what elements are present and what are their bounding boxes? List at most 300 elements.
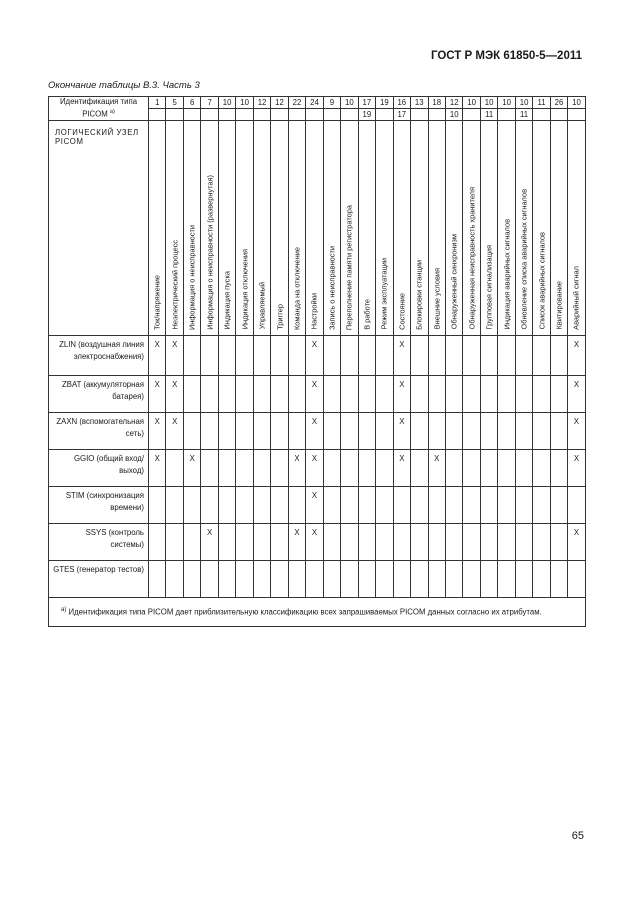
mark-cell [376, 412, 393, 449]
mark-cell [463, 412, 480, 449]
column-name-cell [149, 120, 166, 335]
picom-type-number: 10 [568, 97, 585, 109]
logical-node-name: STIM (синхронизация времени) [49, 486, 149, 523]
mark-cell [236, 486, 253, 523]
column-name: Информация о неисправности (развернутая) [205, 174, 215, 330]
picom-type-number: 10 [236, 97, 253, 109]
column-name: Триггер [275, 303, 285, 330]
picom-type-number: 12 [253, 97, 270, 109]
column-name-cell [218, 120, 235, 335]
mark-cell: X [568, 523, 585, 560]
mark-cell [358, 449, 375, 486]
mark-cell [323, 375, 340, 412]
mark-cell [550, 449, 567, 486]
mark-cell [393, 523, 410, 560]
picom-type-number-secondary [201, 108, 218, 120]
mark-cell [183, 486, 200, 523]
column-name-cell [288, 120, 305, 335]
column-name-cell [568, 120, 585, 335]
picom-type-number: 11 [533, 97, 550, 109]
picom-type-number-secondary: 11 [480, 108, 497, 120]
column-name: Квитирование [554, 281, 564, 330]
column-name: Внешние условия [432, 268, 442, 330]
mark-cell [271, 335, 288, 375]
mark-cell [533, 335, 550, 375]
mark-cell [183, 523, 200, 560]
mark-cell [498, 412, 515, 449]
picom-type-number-secondary [411, 108, 428, 120]
column-name: Аварийный сигнал [571, 265, 581, 330]
picom-type-number: 1 [149, 97, 166, 109]
mark-cell [183, 375, 200, 412]
table-row [49, 412, 586, 449]
picom-type-number: 9 [323, 97, 340, 109]
mark-cell [149, 486, 166, 523]
column-name: Режим эксплуатации [379, 258, 389, 330]
mark-cell [341, 335, 358, 375]
picom-type-number-secondary [288, 108, 305, 120]
ident-label: Идентификация типа PICOM [59, 97, 138, 119]
mark-cell: X [306, 523, 323, 560]
picom-type-number: 6 [183, 97, 200, 109]
picom-type-number-secondary: 11 [515, 108, 532, 120]
picom-type-number: 7 [201, 97, 218, 109]
picom-type-number-secondary [183, 108, 200, 120]
ident-cell [49, 97, 149, 121]
mark-cell [201, 560, 218, 597]
column-name: Список аварийных сигналов [537, 232, 547, 330]
mark-cell [411, 486, 428, 523]
column-name-cell [515, 120, 532, 335]
mark-cell [271, 449, 288, 486]
mark-cell [166, 523, 183, 560]
mark-cell [533, 523, 550, 560]
mark-cell [498, 523, 515, 560]
picom-type-number: 22 [288, 97, 305, 109]
mark-cell [253, 560, 270, 597]
picom-type-number-secondary [306, 108, 323, 120]
picom-type-number-secondary [218, 108, 235, 120]
mark-cell [306, 560, 323, 597]
column-name: Обнаруженная неисправность хранителя [467, 187, 477, 330]
column-name-cell [201, 120, 218, 335]
column-name-cell [166, 120, 183, 335]
mark-cell: X [568, 375, 585, 412]
mark-cell: X [149, 449, 166, 486]
mark-cell [463, 335, 480, 375]
picom-type-number-secondary [149, 108, 166, 120]
mark-cell [498, 335, 515, 375]
mark-cell [271, 375, 288, 412]
picom-type-number: 19 [376, 97, 393, 109]
column-name-cell [533, 120, 550, 335]
mark-cell [498, 486, 515, 523]
mark-cell [341, 412, 358, 449]
mark-cell: X [568, 449, 585, 486]
mark-cell [358, 375, 375, 412]
mark-cell [341, 523, 358, 560]
mark-cell: X [166, 375, 183, 412]
logical-node-header: ЛОГИЧЕСКИЙ УЗЕЛ PICOM [49, 120, 149, 335]
mark-cell: X [149, 335, 166, 375]
footnote-row [49, 597, 586, 627]
mark-cell: X [393, 412, 410, 449]
mark-cell: X [149, 412, 166, 449]
mark-cell [253, 412, 270, 449]
standard-header: ГОСТ Р МЭК 61850-5—2011 [430, 50, 582, 62]
picom-type-number: 17 [358, 97, 375, 109]
mark-cell: X [306, 412, 323, 449]
mark-cell [533, 412, 550, 449]
mark-cell [271, 412, 288, 449]
picom-type-number-secondary [323, 108, 340, 120]
picom-type-number: 5 [166, 97, 183, 109]
mark-cell [428, 523, 445, 560]
column-name-cell [480, 120, 497, 335]
picom-type-number: 18 [428, 97, 445, 109]
mark-cell [568, 560, 585, 597]
mark-cell: X [288, 523, 305, 560]
column-name-cell [463, 120, 480, 335]
picom-type-number: 10 [341, 97, 358, 109]
mark-cell [568, 486, 585, 523]
column-name: В работе [362, 298, 372, 330]
column-name: Управляемый [257, 282, 267, 330]
mark-cell [515, 560, 532, 597]
mark-cell: X [166, 335, 183, 375]
mark-cell [533, 486, 550, 523]
picom-type-number-secondary [533, 108, 550, 120]
column-name-cell [550, 120, 567, 335]
logical-node-name: GGIO (общий вход/выход) [49, 449, 149, 486]
mark-cell [166, 449, 183, 486]
mark-cell [376, 560, 393, 597]
mark-cell [445, 449, 462, 486]
mark-cell [183, 335, 200, 375]
ident-row [49, 97, 586, 109]
mark-cell [480, 375, 497, 412]
mark-cell: X [288, 449, 305, 486]
mark-cell [515, 412, 532, 449]
mark-cell [376, 449, 393, 486]
picom-type-number: 26 [550, 97, 567, 109]
mark-cell [288, 335, 305, 375]
table-row [49, 449, 586, 486]
picom-type-number: 13 [411, 97, 428, 109]
mark-cell [201, 412, 218, 449]
mark-cell [358, 560, 375, 597]
mark-cell [550, 335, 567, 375]
mark-cell [480, 486, 497, 523]
mark-cell [515, 486, 532, 523]
mark-cell [480, 335, 497, 375]
mark-cell: X [568, 335, 585, 375]
mark-cell [323, 560, 340, 597]
mark-cell [288, 412, 305, 449]
column-name: Ток/напряжение [152, 274, 162, 330]
mark-cell [288, 560, 305, 597]
logical-node-name: ZBAT (аккумуляторная батарея) [49, 375, 149, 412]
mark-cell [149, 523, 166, 560]
mark-cell [393, 560, 410, 597]
table-row [49, 375, 586, 412]
mark-cell [253, 335, 270, 375]
mark-cell [253, 486, 270, 523]
mark-cell: X [306, 449, 323, 486]
picom-type-number-secondary [253, 108, 270, 120]
mark-cell [550, 560, 567, 597]
mark-cell: X [306, 486, 323, 523]
mark-cell [236, 523, 253, 560]
footnote-mark: а) [61, 606, 67, 613]
picom-type-number: 10 [498, 97, 515, 109]
mark-cell [236, 560, 253, 597]
picom-type-number: 12 [445, 97, 462, 109]
footnote [49, 597, 586, 627]
mark-cell [445, 335, 462, 375]
table-row [49, 523, 586, 560]
mark-cell: X [306, 375, 323, 412]
mark-cell: X [568, 412, 585, 449]
mark-cell [515, 335, 532, 375]
column-name: Переполнение памяти регистратора [344, 204, 354, 330]
column-name: Настройки [309, 293, 319, 330]
column-name: Запись о неисправности [327, 245, 337, 330]
mark-cell: X [306, 335, 323, 375]
mark-cell [515, 449, 532, 486]
column-name-cell [253, 120, 270, 335]
mark-cell [445, 560, 462, 597]
mark-cell [463, 375, 480, 412]
ident-footnote-mark: а) [109, 109, 115, 115]
mark-cell [236, 375, 253, 412]
picom-type-number: 16 [393, 97, 410, 109]
mark-cell [498, 560, 515, 597]
column-name-cell [411, 120, 428, 335]
mark-cell [218, 449, 235, 486]
mark-cell [533, 449, 550, 486]
picom-type-number: 10 [218, 97, 235, 109]
mark-cell [463, 449, 480, 486]
column-name: Обнаруженный синхронизм [449, 234, 459, 330]
mark-cell [411, 560, 428, 597]
column-name: Индикация аварийных сигналов [502, 219, 512, 330]
mark-cell [428, 486, 445, 523]
column-name-cell [498, 120, 515, 335]
mark-cell [480, 412, 497, 449]
picom-type-number-secondary [236, 108, 253, 120]
mark-cell [271, 560, 288, 597]
logical-node-name: GTES (генератор тестов) [49, 560, 149, 597]
table-row [49, 335, 586, 375]
mark-cell [428, 375, 445, 412]
mark-cell [323, 412, 340, 449]
column-name-cell [271, 120, 288, 335]
picom-type-number-secondary [166, 108, 183, 120]
page-number: 65 [571, 830, 584, 842]
mark-cell [271, 523, 288, 560]
mark-cell [533, 375, 550, 412]
column-name-cell [393, 120, 410, 335]
mark-cell [253, 375, 270, 412]
mark-cell [480, 523, 497, 560]
mark-cell [183, 560, 200, 597]
column-name-cell [376, 120, 393, 335]
column-names-row [49, 120, 586, 335]
mark-cell: X [428, 449, 445, 486]
column-name-cell [445, 120, 462, 335]
mark-cell [218, 375, 235, 412]
mark-cell [393, 486, 410, 523]
mark-cell [218, 560, 235, 597]
picom-type-number-secondary [376, 108, 393, 120]
mark-cell [358, 523, 375, 560]
picom-type-number-secondary: 10 [445, 108, 462, 120]
footnote-text: Идентификация типа PICOM дает приблизительную классификацию всех запрашиваемых PICOM данных согласно их атрибутам. [68, 607, 542, 617]
mark-cell [236, 335, 253, 375]
mark-cell: X [183, 449, 200, 486]
column-name-cell [236, 120, 253, 335]
column-name: Команда на отключение [292, 246, 302, 330]
mark-cell [463, 523, 480, 560]
mark-cell [218, 412, 235, 449]
picom-type-number-secondary: 17 [393, 108, 410, 120]
mark-cell [515, 523, 532, 560]
mark-cell [445, 375, 462, 412]
mark-cell [218, 523, 235, 560]
mark-cell [411, 375, 428, 412]
mark-cell [411, 449, 428, 486]
picom-type-number: 10 [480, 97, 497, 109]
column-name: Обновление списка аварийных сигналов [519, 189, 529, 330]
column-name: Неэлектрический процесс [170, 240, 180, 330]
mark-cell [550, 486, 567, 523]
mark-cell [445, 412, 462, 449]
picom-type-number: 24 [306, 97, 323, 109]
table-row [49, 486, 586, 523]
mark-cell [376, 375, 393, 412]
mark-cell: X [393, 335, 410, 375]
picom-type-number-secondary [341, 108, 358, 120]
mark-cell [411, 412, 428, 449]
mark-cell [428, 335, 445, 375]
mark-cell [253, 449, 270, 486]
mark-cell [323, 523, 340, 560]
mark-cell [411, 335, 428, 375]
column-name-cell [428, 120, 445, 335]
mark-cell [515, 375, 532, 412]
table-caption: Окончание таблицы В.3. Часть 3 [48, 80, 200, 91]
mark-cell [376, 523, 393, 560]
logical-node-name: ZAXN (вспомогательная сеть) [49, 412, 149, 449]
column-name-cell [358, 120, 375, 335]
column-name: Состояние [397, 292, 407, 330]
column-name-cell [341, 120, 358, 335]
picom-table [48, 96, 586, 627]
mark-cell [376, 335, 393, 375]
picom-type-number-secondary: 19 [358, 108, 375, 120]
mark-cell [358, 486, 375, 523]
mark-cell [271, 486, 288, 523]
mark-cell [445, 523, 462, 560]
mark-cell [341, 486, 358, 523]
picom-type-number: 12 [271, 97, 288, 109]
picom-type-number-secondary [428, 108, 445, 120]
logical-node-name: SSYS (контроль системы) [49, 523, 149, 560]
mark-cell [166, 560, 183, 597]
picom-type-number-secondary [498, 108, 515, 120]
mark-cell: X [201, 523, 218, 560]
mark-cell [341, 375, 358, 412]
column-name-cell [306, 120, 323, 335]
mark-cell [201, 486, 218, 523]
mark-cell [550, 412, 567, 449]
column-name-cell [183, 120, 200, 335]
mark-cell: X [166, 412, 183, 449]
picom-type-number: 10 [463, 97, 480, 109]
picom-type-number: 10 [515, 97, 532, 109]
mark-cell [341, 560, 358, 597]
mark-cell [550, 375, 567, 412]
mark-cell [218, 335, 235, 375]
table-row [49, 560, 586, 597]
mark-cell [236, 412, 253, 449]
mark-cell [288, 375, 305, 412]
picom-type-number-secondary [550, 108, 567, 120]
mark-cell [288, 486, 305, 523]
column-name: Индикация пуска [222, 271, 232, 330]
logical-node-name: ZLIN (воздушная линия электроснабжения) [49, 335, 149, 375]
mark-cell [480, 449, 497, 486]
mark-cell [411, 523, 428, 560]
mark-cell [480, 560, 497, 597]
column-name: Групповая сигнализация [484, 245, 494, 330]
mark-cell [323, 335, 340, 375]
mark-cell [323, 449, 340, 486]
mark-cell [498, 375, 515, 412]
mark-cell [428, 412, 445, 449]
mark-cell [498, 449, 515, 486]
column-name: Индикация отключения [240, 249, 250, 330]
mark-cell: X [149, 375, 166, 412]
mark-cell [323, 486, 340, 523]
mark-cell [445, 486, 462, 523]
mark-cell: X [393, 375, 410, 412]
mark-cell [428, 560, 445, 597]
mark-cell [183, 412, 200, 449]
picom-type-number-secondary [271, 108, 288, 120]
mark-cell [236, 449, 253, 486]
picom-type-number-secondary [568, 108, 585, 120]
mark-cell [201, 449, 218, 486]
mark-cell [253, 523, 270, 560]
mark-cell [533, 560, 550, 597]
mark-cell [550, 523, 567, 560]
column-name: Блокировки станции [414, 259, 424, 330]
mark-cell [358, 412, 375, 449]
mark-cell [358, 335, 375, 375]
picom-type-number-secondary [463, 108, 480, 120]
column-name-cell [323, 120, 340, 335]
mark-cell [376, 486, 393, 523]
mark-cell [201, 335, 218, 375]
mark-cell [166, 486, 183, 523]
mark-cell [463, 560, 480, 597]
column-name: Информация о неисправности [187, 224, 197, 330]
mark-cell [149, 560, 166, 597]
mark-cell [201, 375, 218, 412]
mark-cell: X [393, 449, 410, 486]
